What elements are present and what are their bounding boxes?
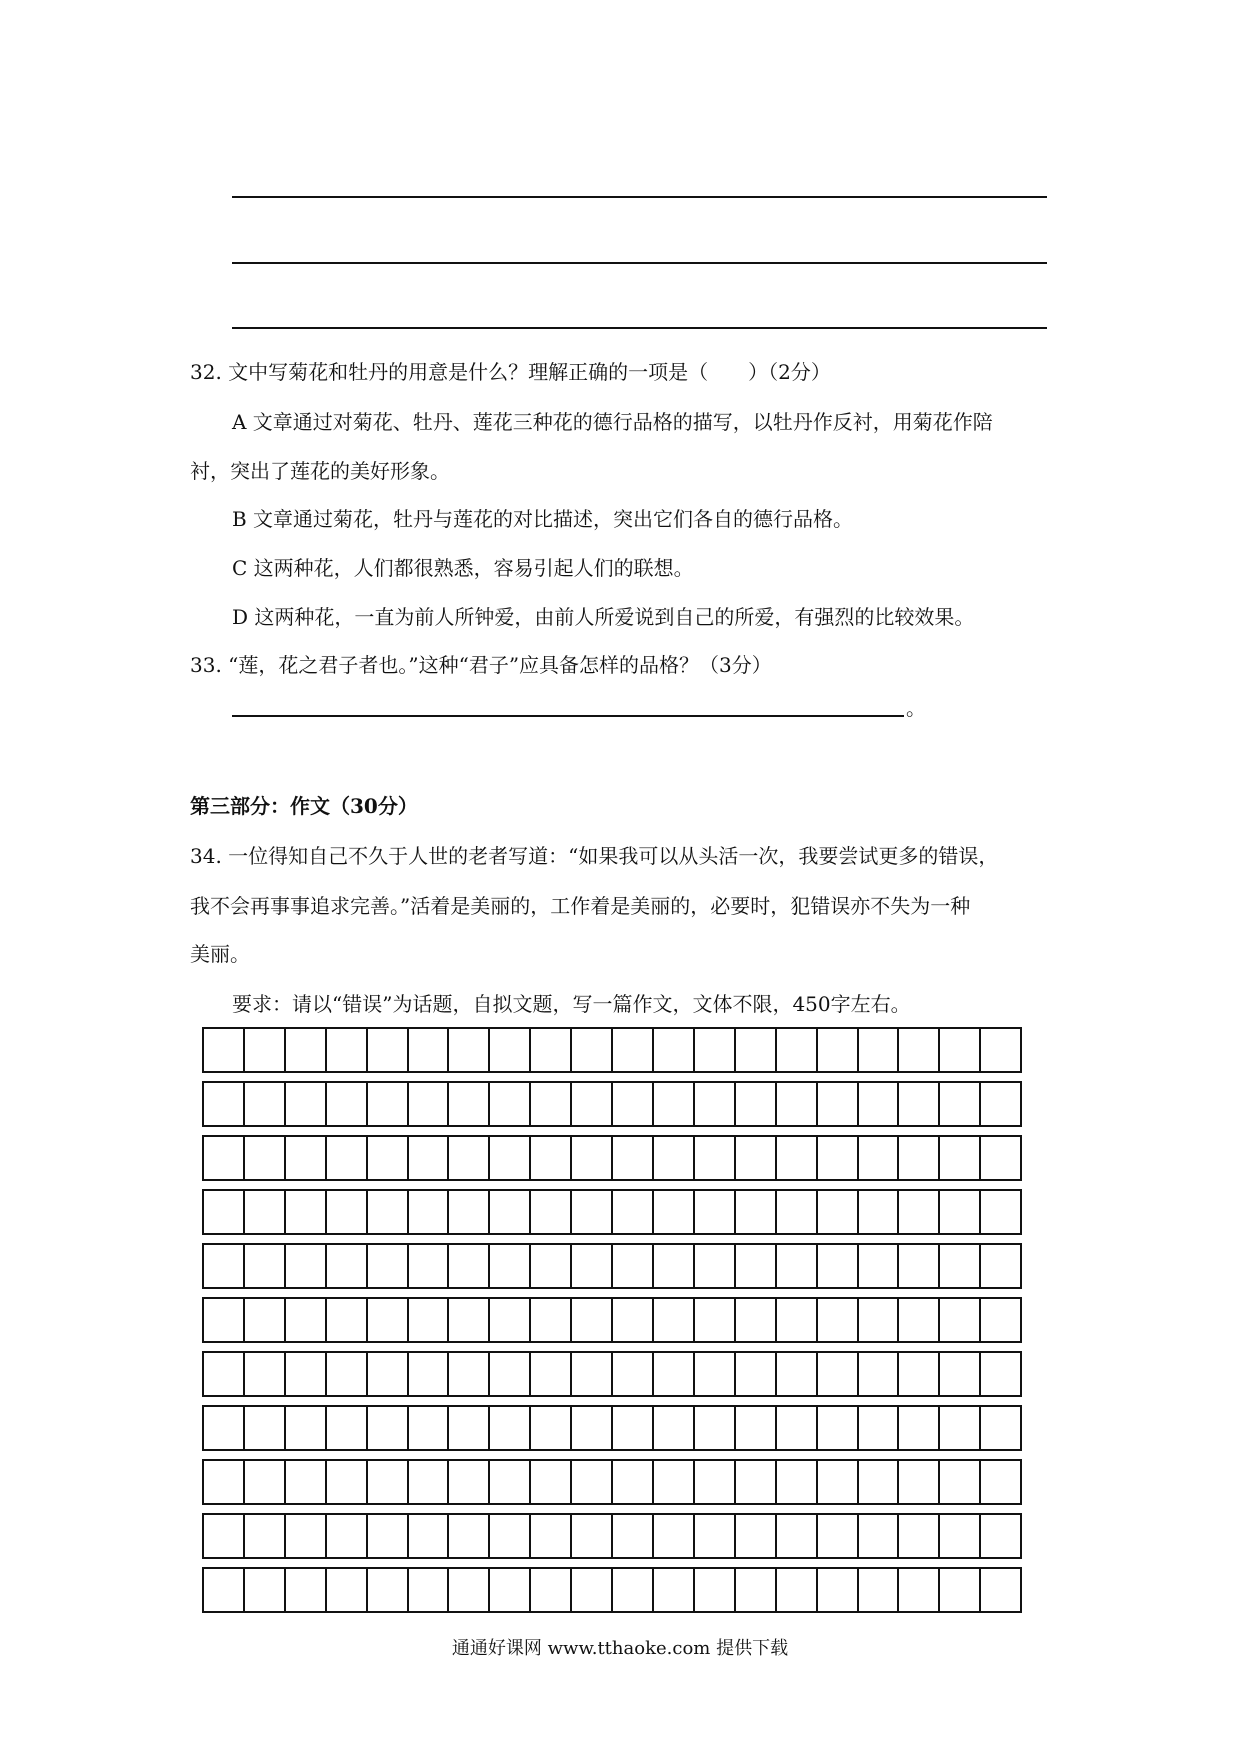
essay-grid-cell[interactable]: [368, 1461, 409, 1503]
essay-grid-cell[interactable]: [572, 1029, 613, 1071]
essay-grid-cell[interactable]: [777, 1461, 818, 1503]
essay-grid-cell[interactable]: [859, 1461, 900, 1503]
essay-grid-cell[interactable]: [654, 1029, 695, 1071]
essay-grid-row: [202, 1513, 1022, 1559]
essay-grid-cell[interactable]: [899, 1191, 940, 1233]
essay-grid-row: [202, 1189, 1022, 1235]
essay-grid-cell[interactable]: [859, 1407, 900, 1449]
essay-grid-cell[interactable]: [818, 1029, 859, 1071]
essay-grid-cell[interactable]: [777, 1515, 818, 1557]
essay-grid-cell[interactable]: [368, 1569, 409, 1611]
essay-grid-cell[interactable]: [818, 1515, 859, 1557]
essay-grid-cell[interactable]: [368, 1029, 409, 1071]
essay-grid-cell[interactable]: [981, 1029, 1020, 1071]
essay-grid-row: [202, 1459, 1022, 1505]
essay-grid-cell[interactable]: [368, 1407, 409, 1449]
q32-option-a-line1: A 文章通过对菊花、牡丹、莲花三种花的德行品格的描写，以牡丹作反衬，用菊花作陪: [232, 410, 993, 434]
essay-grid-cell[interactable]: [449, 1083, 490, 1125]
essay-grid-cell[interactable]: [818, 1083, 859, 1125]
essay-grid-cell[interactable]: [736, 1353, 777, 1395]
essay-grid-cell[interactable]: [531, 1353, 572, 1395]
essay-grid-cell[interactable]: [409, 1191, 450, 1233]
essay-grid-cell[interactable]: [695, 1245, 736, 1287]
essay-grid-cell[interactable]: [981, 1245, 1020, 1287]
essay-grid-cell[interactable]: [899, 1461, 940, 1503]
essay-grid-cell[interactable]: [613, 1407, 654, 1449]
essay-grid-cell[interactable]: [490, 1191, 531, 1233]
essay-grid-cell[interactable]: [613, 1191, 654, 1233]
essay-grid-cell[interactable]: [204, 1083, 245, 1125]
essay-grid-cell[interactable]: [613, 1083, 654, 1125]
essay-grid-cell[interactable]: [654, 1245, 695, 1287]
essay-grid-cell[interactable]: [245, 1461, 286, 1503]
essay-requirement: 要求：请以“错误”为话题，自拟文题，写一篇作文，文体不限，450字左右。: [232, 992, 911, 1016]
essay-grid-cell[interactable]: [245, 1137, 286, 1179]
essay-grid-cell[interactable]: [449, 1137, 490, 1179]
essay-grid-cell[interactable]: [409, 1137, 450, 1179]
essay-grid-cell[interactable]: [859, 1515, 900, 1557]
essay-grid-cell[interactable]: [572, 1137, 613, 1179]
essay-grid-cell[interactable]: [736, 1461, 777, 1503]
essay-grid-cell[interactable]: [204, 1299, 245, 1341]
essay-grid-cell[interactable]: [572, 1083, 613, 1125]
essay-grid-cell[interactable]: [736, 1191, 777, 1233]
essay-grid-cell[interactable]: [695, 1515, 736, 1557]
essay-grid-cell[interactable]: [204, 1569, 245, 1611]
essay-grid-cell[interactable]: [654, 1137, 695, 1179]
essay-grid-cell[interactable]: [940, 1083, 981, 1125]
essay-grid-cell[interactable]: [899, 1245, 940, 1287]
essay-grid-cell[interactable]: [531, 1515, 572, 1557]
essay-grid-cell[interactable]: [859, 1569, 900, 1611]
essay-grid-cell[interactable]: [818, 1245, 859, 1287]
essay-grid-cell[interactable]: [409, 1515, 450, 1557]
essay-grid-cell[interactable]: [818, 1191, 859, 1233]
essay-grid-cell[interactable]: [613, 1569, 654, 1611]
q34-line1: 34. 一位得知自己不久于人世的老者写道：“如果我可以从头活一次，我要尝试更多的错误，: [190, 844, 999, 868]
essay-grid-cell[interactable]: [940, 1191, 981, 1233]
essay-grid-cell[interactable]: [777, 1029, 818, 1071]
essay-grid-cell[interactable]: [736, 1029, 777, 1071]
essay-grid-cell[interactable]: [818, 1137, 859, 1179]
essay-grid-cell[interactable]: [981, 1191, 1020, 1233]
essay-grid-cell[interactable]: [818, 1353, 859, 1395]
essay-grid-cell[interactable]: [245, 1083, 286, 1125]
essay-grid-cell[interactable]: [204, 1515, 245, 1557]
essay-grid-cell[interactable]: [490, 1353, 531, 1395]
essay-grid-cell[interactable]: [286, 1407, 327, 1449]
essay-grid-cell[interactable]: [654, 1461, 695, 1503]
q32-option-c: C 这两种花，人们都很熟悉，容易引起人们的联想。: [232, 556, 694, 580]
essay-grid-cell[interactable]: [245, 1191, 286, 1233]
essay-grid-cell[interactable]: [736, 1137, 777, 1179]
q32-option-a-line2: 衬，突出了莲花的美好形象。: [190, 459, 450, 483]
essay-grid-cell[interactable]: [449, 1299, 490, 1341]
essay-grid-cell[interactable]: [613, 1299, 654, 1341]
essay-grid-cell[interactable]: [368, 1353, 409, 1395]
essay-grid-cell[interactable]: [736, 1569, 777, 1611]
essay-grid-cell[interactable]: [736, 1083, 777, 1125]
essay-grid-cell[interactable]: [449, 1461, 490, 1503]
essay-grid-cell[interactable]: [286, 1461, 327, 1503]
essay-grid-cell[interactable]: [859, 1191, 900, 1233]
essay-grid-cell[interactable]: [409, 1245, 450, 1287]
part3-heading: 第三部分：作文（30分）: [190, 794, 418, 818]
essay-grid-cell[interactable]: [736, 1245, 777, 1287]
essay-grid-cell[interactable]: [286, 1569, 327, 1611]
essay-grid-cell[interactable]: [654, 1353, 695, 1395]
essay-grid-cell[interactable]: [409, 1407, 450, 1449]
essay-grid-cell[interactable]: [327, 1407, 368, 1449]
essay-grid-cell[interactable]: [531, 1137, 572, 1179]
essay-grid-cell[interactable]: [327, 1461, 368, 1503]
essay-grid-cell[interactable]: [940, 1569, 981, 1611]
essay-grid-cell[interactable]: [572, 1353, 613, 1395]
essay-grid-cell[interactable]: [859, 1083, 900, 1125]
q33-stem: 33. “莲，花之君子者也。”这种“君子”应具备怎样的品格？（3分）: [190, 653, 772, 677]
essay-grid-cell[interactable]: [490, 1515, 531, 1557]
essay-grid-cell[interactable]: [736, 1299, 777, 1341]
essay-grid-cell[interactable]: [613, 1353, 654, 1395]
q33-answer-blank[interactable]: [232, 715, 904, 717]
essay-grid-cell[interactable]: [490, 1137, 531, 1179]
essay-grid-cell[interactable]: [654, 1407, 695, 1449]
essay-grid-cell[interactable]: [818, 1407, 859, 1449]
answer-line-3[interactable]: [232, 327, 1047, 329]
essay-grid-cell[interactable]: [286, 1083, 327, 1125]
essay-grid-cell[interactable]: [327, 1137, 368, 1179]
essay-grid-cell[interactable]: [572, 1461, 613, 1503]
essay-grid-cell[interactable]: [777, 1407, 818, 1449]
essay-grid-cell[interactable]: [327, 1245, 368, 1287]
essay-grid-cell[interactable]: [368, 1137, 409, 1179]
essay-grid-cell[interactable]: [327, 1569, 368, 1611]
essay-grid-cell[interactable]: [654, 1083, 695, 1125]
answer-line-1[interactable]: [232, 196, 1047, 198]
essay-grid-cell[interactable]: [899, 1083, 940, 1125]
essay-grid-cell[interactable]: [490, 1083, 531, 1125]
essay-grid-cell[interactable]: [981, 1137, 1020, 1179]
essay-grid-cell[interactable]: [572, 1299, 613, 1341]
essay-grid-cell[interactable]: [940, 1407, 981, 1449]
essay-grid-cell[interactable]: [777, 1245, 818, 1287]
essay-grid-cell[interactable]: [818, 1461, 859, 1503]
essay-grid-cell[interactable]: [286, 1029, 327, 1071]
essay-grid-cell[interactable]: [695, 1353, 736, 1395]
page-footer: 通通好课网 www.tthaoke.com 提供下载: [451, 1638, 789, 1659]
essay-grid-cell[interactable]: [572, 1569, 613, 1611]
essay-grid-cell[interactable]: [981, 1299, 1020, 1341]
essay-grid-cell[interactable]: [327, 1353, 368, 1395]
essay-grid-cell[interactable]: [531, 1569, 572, 1611]
q34-line3: 美丽。: [190, 942, 250, 966]
essay-grid-cell[interactable]: [695, 1299, 736, 1341]
essay-grid-row: [202, 1405, 1022, 1451]
essay-grid-cell[interactable]: [981, 1083, 1020, 1125]
essay-grid-cell[interactable]: [654, 1191, 695, 1233]
essay-grid-cell[interactable]: [409, 1299, 450, 1341]
essay-grid-cell[interactable]: [899, 1515, 940, 1557]
essay-grid-cell[interactable]: [777, 1137, 818, 1179]
essay-grid-cell[interactable]: [327, 1191, 368, 1233]
essay-grid-cell[interactable]: [409, 1083, 450, 1125]
essay-grid-cell[interactable]: [327, 1515, 368, 1557]
essay-grid-row: [202, 1351, 1022, 1397]
essay-grid-cell[interactable]: [777, 1191, 818, 1233]
essay-grid: [202, 1027, 1022, 1621]
essay-grid-cell[interactable]: [204, 1461, 245, 1503]
essay-grid-cell[interactable]: [940, 1137, 981, 1179]
essay-grid-cell[interactable]: [245, 1029, 286, 1071]
essay-grid-cell[interactable]: [286, 1353, 327, 1395]
essay-grid-cell[interactable]: [695, 1137, 736, 1179]
essay-grid-cell[interactable]: [818, 1569, 859, 1611]
essay-grid-row: [202, 1081, 1022, 1127]
essay-grid-cell[interactable]: [490, 1029, 531, 1071]
essay-grid-cell[interactable]: [286, 1515, 327, 1557]
essay-grid-cell[interactable]: [859, 1353, 900, 1395]
essay-grid-cell[interactable]: [695, 1461, 736, 1503]
essay-grid-cell[interactable]: [736, 1407, 777, 1449]
essay-grid-cell[interactable]: [204, 1245, 245, 1287]
essay-grid-cell[interactable]: [490, 1245, 531, 1287]
essay-grid-cell[interactable]: [859, 1137, 900, 1179]
essay-grid-cell[interactable]: [531, 1461, 572, 1503]
q32-stem: 32. 文中写菊花和牡丹的用意是什么？理解正确的一项是（ ）（2分）: [190, 360, 831, 384]
essay-grid-cell[interactable]: [245, 1407, 286, 1449]
essay-grid-cell[interactable]: [409, 1461, 450, 1503]
essay-grid-cell[interactable]: [409, 1353, 450, 1395]
essay-grid-row: [202, 1297, 1022, 1343]
essay-grid-row: [202, 1243, 1022, 1289]
essay-grid-cell[interactable]: [327, 1299, 368, 1341]
q32-option-d: D 这两种花，一直为前人所钟爱，由前人所爱说到自己的所爱，有强烈的比较效果。: [232, 605, 975, 629]
essay-grid-cell[interactable]: [777, 1083, 818, 1125]
essay-grid-cell[interactable]: [286, 1137, 327, 1179]
essay-grid-cell[interactable]: [940, 1461, 981, 1503]
essay-grid-cell[interactable]: [531, 1191, 572, 1233]
essay-grid-cell[interactable]: [449, 1353, 490, 1395]
essay-grid-cell[interactable]: [940, 1515, 981, 1557]
essay-grid-cell[interactable]: [490, 1407, 531, 1449]
essay-grid-cell[interactable]: [695, 1407, 736, 1449]
essay-grid-cell[interactable]: [859, 1299, 900, 1341]
essay-grid-cell[interactable]: [531, 1407, 572, 1449]
essay-grid-cell[interactable]: [204, 1137, 245, 1179]
essay-grid-cell[interactable]: [368, 1191, 409, 1233]
essay-grid-cell[interactable]: [449, 1515, 490, 1557]
essay-grid-cell[interactable]: [286, 1299, 327, 1341]
essay-grid-cell[interactable]: [368, 1083, 409, 1125]
essay-grid-cell[interactable]: [899, 1299, 940, 1341]
essay-grid-cell[interactable]: [859, 1245, 900, 1287]
essay-grid-cell[interactable]: [572, 1407, 613, 1449]
essay-grid-cell[interactable]: [531, 1245, 572, 1287]
essay-grid-cell[interactable]: [613, 1515, 654, 1557]
essay-grid-cell[interactable]: [204, 1191, 245, 1233]
essay-grid-cell[interactable]: [572, 1245, 613, 1287]
essay-grid-cell[interactable]: [204, 1407, 245, 1449]
essay-grid-cell[interactable]: [777, 1569, 818, 1611]
essay-grid-cell[interactable]: [899, 1137, 940, 1179]
essay-grid-cell[interactable]: [981, 1407, 1020, 1449]
essay-grid-cell[interactable]: [286, 1245, 327, 1287]
essay-grid-cell[interactable]: [531, 1299, 572, 1341]
q32-option-b: B 文章通过菊花，牡丹与莲花的对比描述，突出它们各自的德行品格。: [232, 507, 854, 531]
essay-grid-cell[interactable]: [777, 1353, 818, 1395]
essay-grid-cell[interactable]: [449, 1191, 490, 1233]
essay-grid-cell[interactable]: [449, 1407, 490, 1449]
essay-grid-row: [202, 1027, 1022, 1073]
essay-grid-row: [202, 1135, 1022, 1181]
q34-line2: 我不会再事事追求完善。”活着是美丽的，工作着是美丽的，必要时，犯错误亦不失为一种: [190, 894, 971, 918]
essay-grid-cell[interactable]: [490, 1569, 531, 1611]
essay-grid-cell[interactable]: [409, 1029, 450, 1071]
essay-grid-cell[interactable]: [695, 1191, 736, 1233]
essay-grid-cell[interactable]: [245, 1569, 286, 1611]
q33-end-mark: 。: [906, 696, 926, 720]
essay-grid-cell[interactable]: [899, 1029, 940, 1071]
essay-grid-cell[interactable]: [736, 1515, 777, 1557]
essay-grid-cell[interactable]: [368, 1299, 409, 1341]
essay-grid-cell[interactable]: [899, 1353, 940, 1395]
essay-grid-cell[interactable]: [940, 1299, 981, 1341]
essay-grid-cell[interactable]: [981, 1569, 1020, 1611]
essay-grid-cell[interactable]: [695, 1569, 736, 1611]
essay-grid-cell[interactable]: [818, 1299, 859, 1341]
essay-grid-cell[interactable]: [613, 1461, 654, 1503]
essay-grid-cell[interactable]: [449, 1569, 490, 1611]
essay-grid-cell[interactable]: [245, 1245, 286, 1287]
essay-grid-cell[interactable]: [368, 1515, 409, 1557]
essay-grid-cell[interactable]: [981, 1515, 1020, 1557]
essay-grid-cell[interactable]: [695, 1083, 736, 1125]
answer-line-2[interactable]: [232, 262, 1047, 264]
essay-grid-cell[interactable]: [572, 1515, 613, 1557]
essay-grid-cell[interactable]: [490, 1461, 531, 1503]
essay-grid-cell[interactable]: [531, 1083, 572, 1125]
essay-grid-cell[interactable]: [613, 1137, 654, 1179]
essay-grid-cell[interactable]: [245, 1353, 286, 1395]
essay-grid-cell[interactable]: [409, 1569, 450, 1611]
essay-grid-row: [202, 1567, 1022, 1613]
essay-grid-cell[interactable]: [204, 1029, 245, 1071]
essay-grid-cell[interactable]: [490, 1299, 531, 1341]
essay-grid-cell[interactable]: [981, 1353, 1020, 1395]
essay-grid-cell[interactable]: [654, 1515, 695, 1557]
essay-grid-cell[interactable]: [327, 1083, 368, 1125]
essay-grid-cell[interactable]: [695, 1029, 736, 1071]
essay-grid-cell[interactable]: [368, 1245, 409, 1287]
essay-grid-cell[interactable]: [245, 1299, 286, 1341]
essay-grid-cell[interactable]: [327, 1029, 368, 1071]
essay-grid-cell[interactable]: [613, 1245, 654, 1287]
essay-grid-cell[interactable]: [654, 1299, 695, 1341]
essay-grid-cell[interactable]: [449, 1029, 490, 1071]
essay-grid-cell[interactable]: [572, 1191, 613, 1233]
essay-grid-cell[interactable]: [286, 1191, 327, 1233]
essay-grid-cell[interactable]: [654, 1569, 695, 1611]
essay-grid-cell[interactable]: [940, 1029, 981, 1071]
essay-grid-cell[interactable]: [899, 1407, 940, 1449]
essay-grid-cell[interactable]: [245, 1515, 286, 1557]
essay-grid-cell[interactable]: [899, 1569, 940, 1611]
essay-grid-cell[interactable]: [613, 1029, 654, 1071]
essay-grid-cell[interactable]: [531, 1029, 572, 1071]
essay-grid-cell[interactable]: [940, 1353, 981, 1395]
essay-grid-cell[interactable]: [981, 1461, 1020, 1503]
essay-grid-cell[interactable]: [204, 1353, 245, 1395]
essay-grid-cell[interactable]: [859, 1029, 900, 1071]
essay-grid-cell[interactable]: [449, 1245, 490, 1287]
essay-grid-cell[interactable]: [777, 1299, 818, 1341]
essay-grid-cell[interactable]: [940, 1245, 981, 1287]
